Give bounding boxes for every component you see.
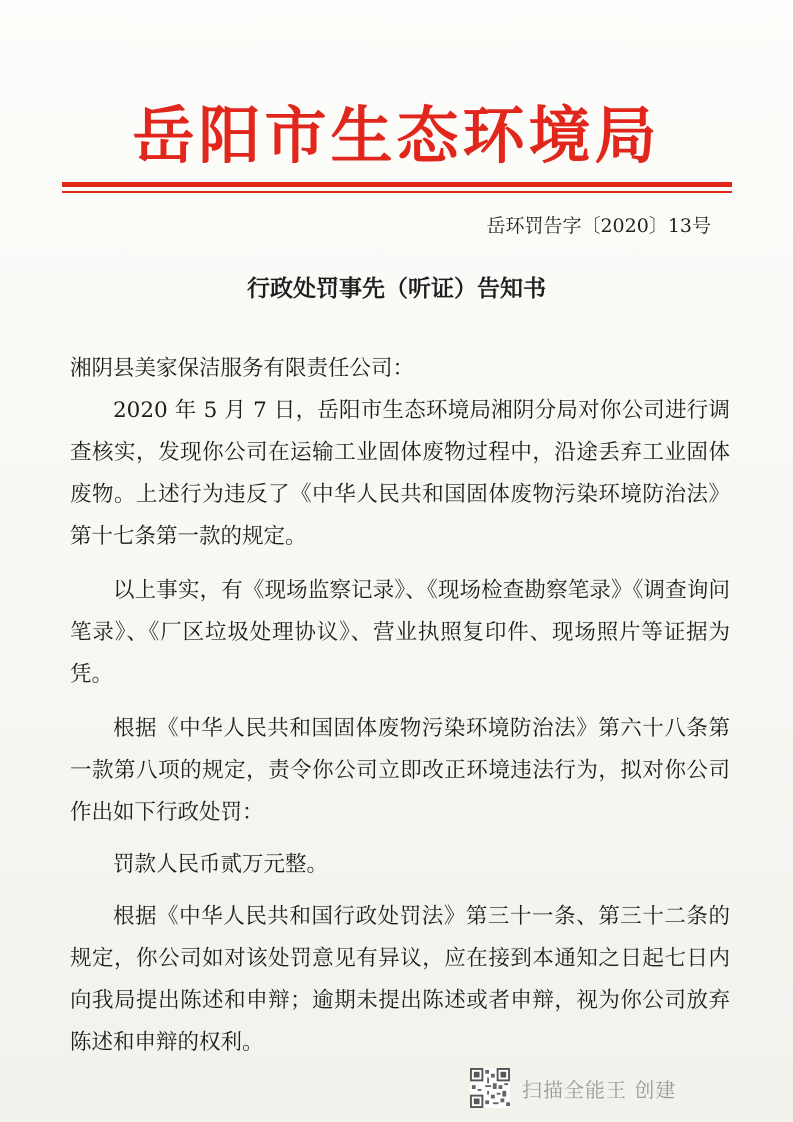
salutation: 湘阴县美家保洁服务有限责任公司： <box>70 356 415 381</box>
paragraph-penalty: 罚款人民币贰万元整。 <box>113 852 329 877</box>
paragraph-rights: 根据《中华人民共和国行政处罚法》第三十一条、第三十二条的规定，你公司如对该处罚意见有异议，应在接到本通知之日起七日内向我局提出陈述和申辩；逾期未提出陈述或者申辩，视为你公司放弃陈述和申辩的权利。 <box>70 904 730 1055</box>
document-number: 岳环罚告字〔2020〕13号 <box>486 215 711 237</box>
scanner-watermark <box>470 1066 676 1110</box>
paragraph-legal-basis: 根据《中华人民共和国固体废物污染环境防治法》第六十八条第一款第八项的规定，责令你公司立即改正环境违法行为，拟对你公司作出如下行政处罚： <box>70 716 730 825</box>
paragraph-facts: 2020 年 5 月 7 日，岳阳市生态环境局湘阴分局对你公司进行调查核实，发现你公司在运输工业固体废物过程中，沿途丢弃工业固体废物。上述行为违反了《中华人民共和国固体废物污染环境防治法》第十七条第一款的规定。 <box>70 398 730 549</box>
document-body <box>70 348 730 1064</box>
letterhead-rule-thick <box>62 182 732 187</box>
paragraph-evidence: 以上事实，有《现场监察记录》、《现场检查勘察笔录》《调查询问笔录》、《厂区垃圾处理协议》、营业执照复印件、现场照片等证据为凭。 <box>70 578 730 687</box>
qr-code-icon <box>470 1068 510 1108</box>
watermark-text: 扫描全能王 创建 <box>522 1077 677 1102</box>
letterhead-rule-thin <box>62 191 732 193</box>
letterhead-title: 岳阳市生态环境局 <box>132 99 661 172</box>
document-title: 行政处罚事先（听证）告知书 <box>247 275 546 302</box>
